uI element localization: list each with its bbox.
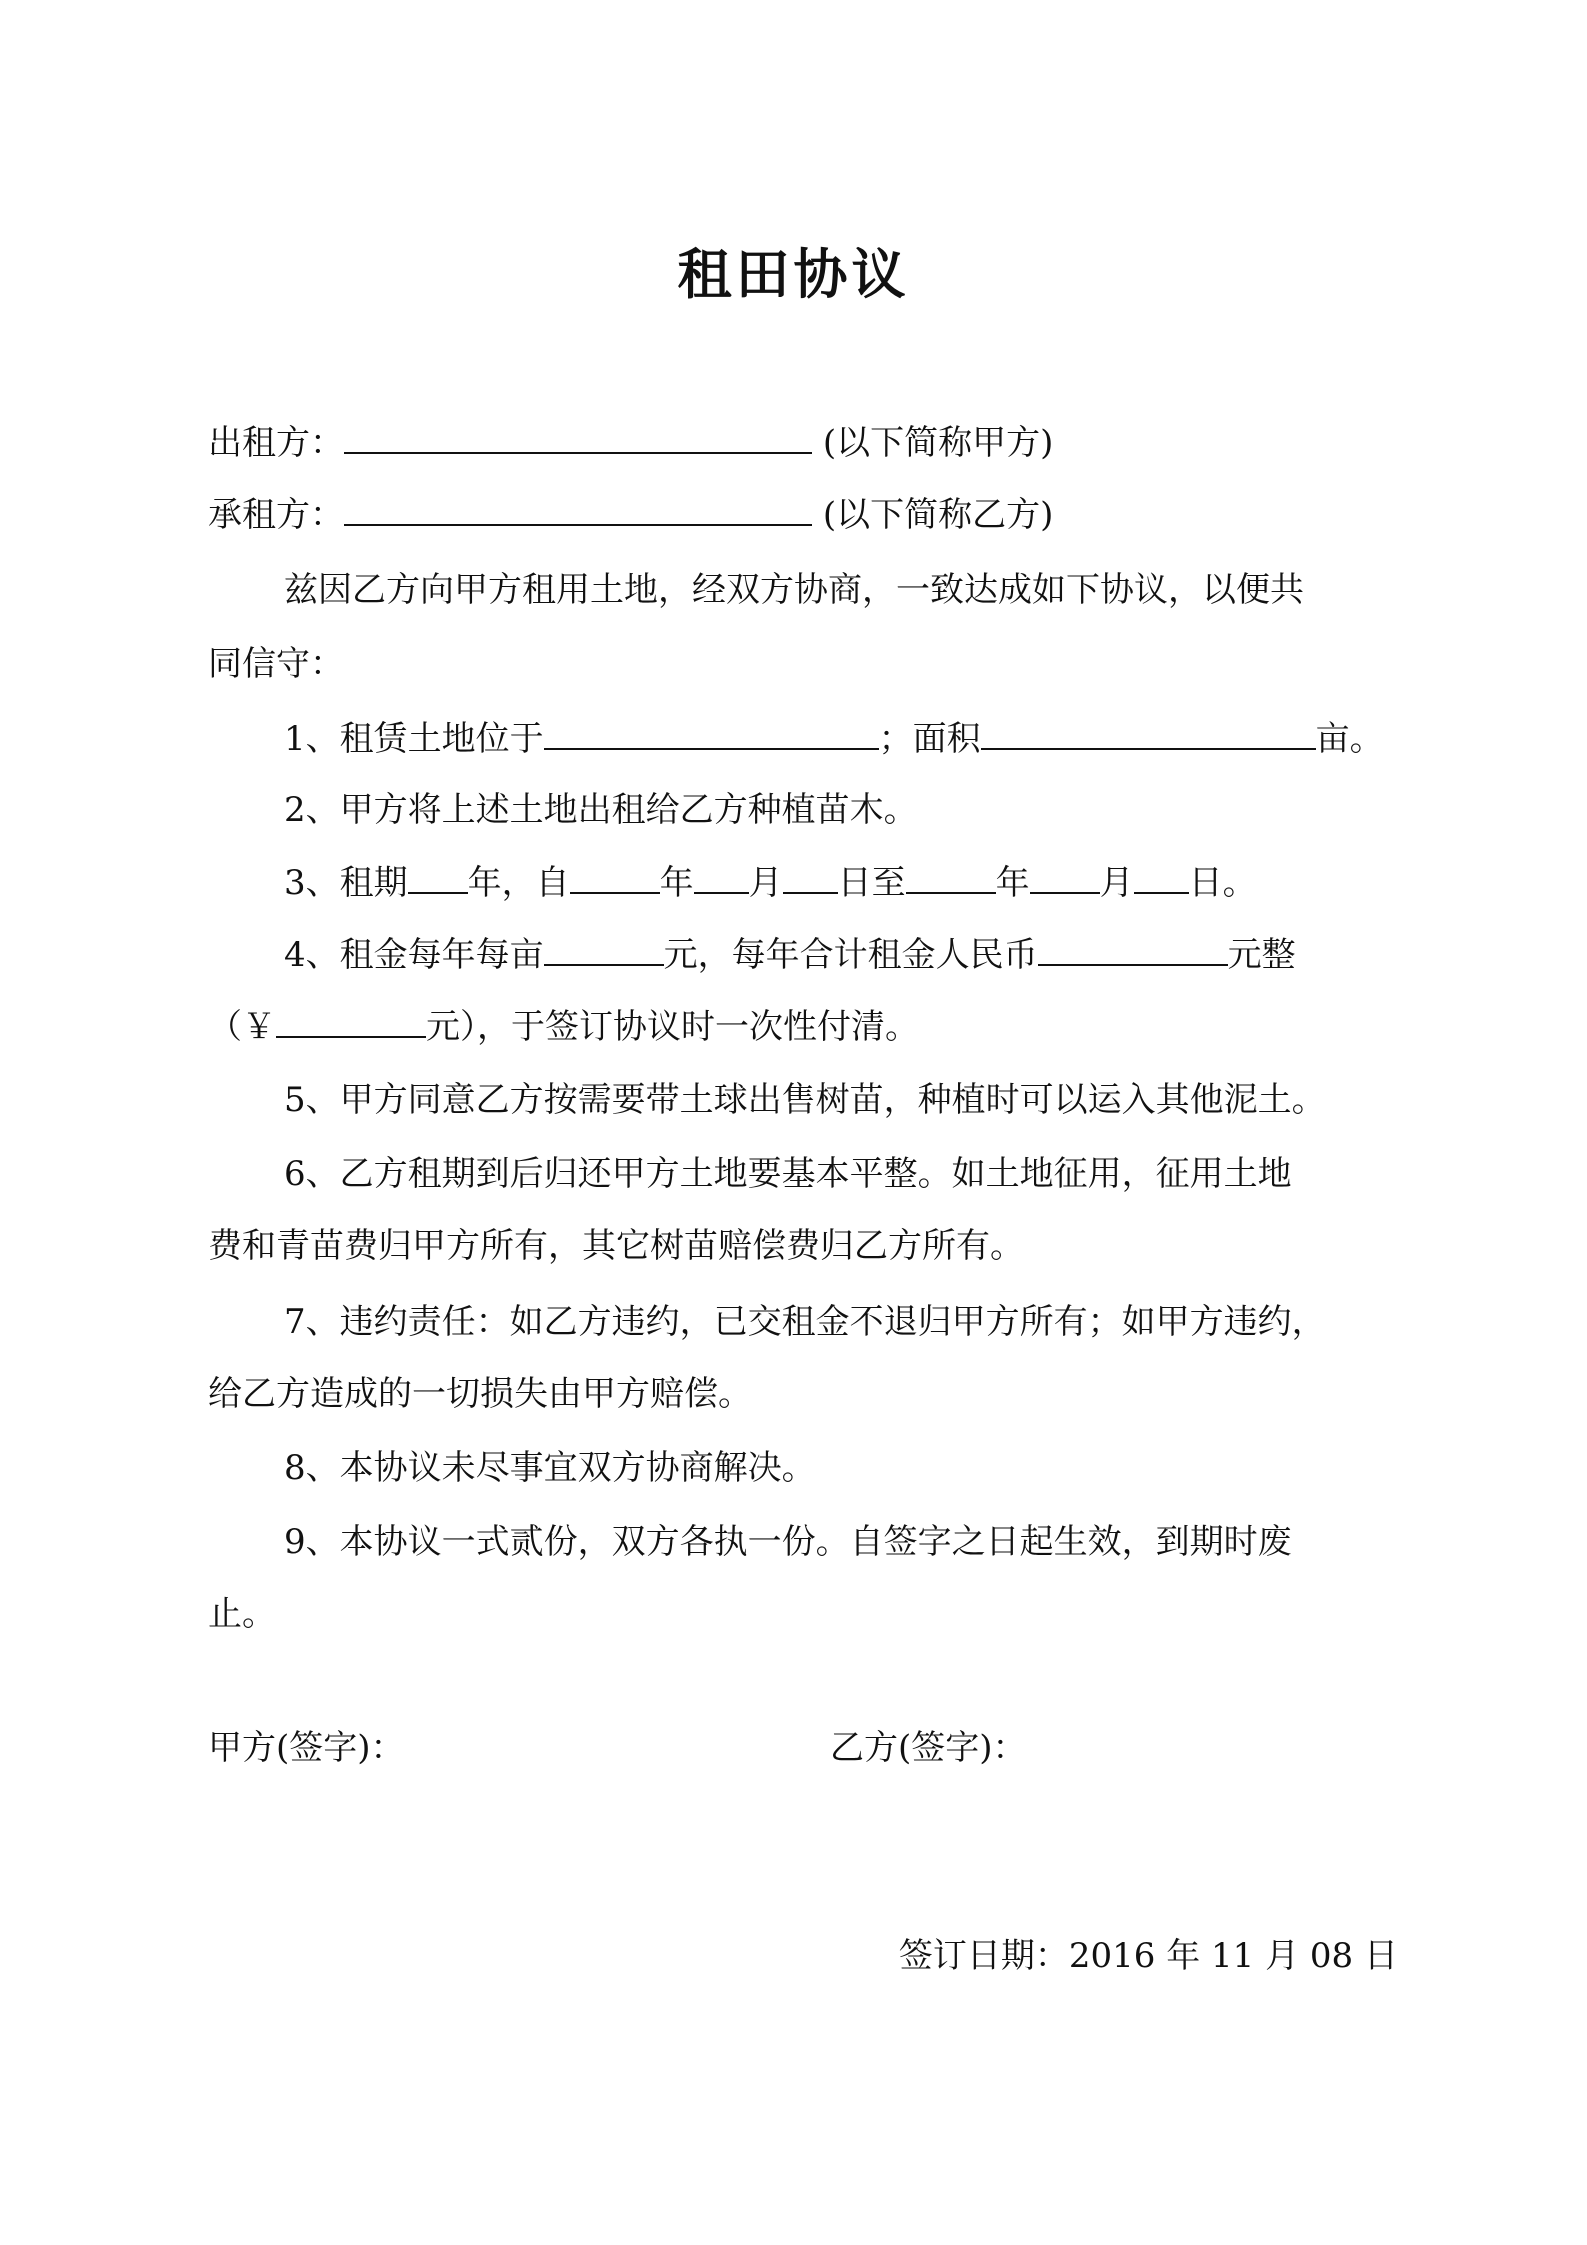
lessor-line [208,422,1398,463]
land-area-blank[interactable] [981,718,1316,750]
clause-5: 5、甲方同意乙方按需要带土球出售树苗，种植时可以运入其他泥土。 [284,1080,1326,1120]
clause-6-line-2: 费和青苗费归甲方所有，其它树苗赔偿费归乙方所有。 [208,1226,1024,1266]
start-year-blank[interactable] [570,862,660,894]
lessee-line [208,494,1398,535]
clause-9-line-1: 9、本协议一式贰份，双方各执一份。自签字之日起生效，到期时废 [284,1522,1292,1562]
party-b-signature-label: 乙方(签字)： [830,1728,1027,1768]
clause-3-text-e: 日至 [837,863,906,903]
clause-4-line-2 [208,1006,1398,1047]
lessor-name-blank[interactable] [344,422,812,454]
clause-3-text-g: 月 [1099,863,1134,903]
end-month-blank[interactable] [1030,862,1100,894]
clause-7-line-1: 7、违约责任：如乙方违约，已交租金不退归甲方所有；如甲方违约， [284,1302,1326,1342]
clause-4-text-c: 元整 [1227,935,1296,975]
clause-3-text-h: 日。 [1188,863,1257,903]
total-rent-blank[interactable] [1038,934,1228,966]
document-title: 租田协议 [677,242,910,306]
clause-3-text-a: 3、租期 [284,863,408,903]
clause-7-line-2: 给乙方造成的一切损失由甲方赔偿。 [208,1374,752,1414]
lessee-suffix: (以下简称乙方) [822,495,1054,535]
clause-2: 2、甲方将上述土地出租给乙方种植苗木。 [284,790,918,830]
clause-3-text-f: 年 [995,863,1030,903]
clause-1 [208,718,1474,759]
land-location-blank[interactable] [544,718,879,750]
rent-amount-figure-blank[interactable] [276,1006,426,1038]
start-day-blank[interactable] [783,862,838,894]
lessor-label: 出租方： [208,423,344,463]
party-a-signature-label: 甲方(签字)： [208,1728,405,1768]
end-day-blank[interactable] [1134,862,1189,894]
clause-4-text-d: （￥ [208,1007,276,1047]
clause-1-text-b: ；面积 [878,719,981,759]
end-year-blank[interactable] [906,862,996,894]
intro-line-2: 同信守： [208,644,344,684]
clause-4-text-a: 4、租金每年每亩 [284,935,544,975]
lessee-name-blank[interactable] [344,494,812,526]
clause-9-line-2: 止。 [208,1594,276,1634]
lessor-suffix: (以下简称甲方) [822,423,1054,463]
start-month-blank[interactable] [694,862,749,894]
clause-3 [208,862,1474,903]
lease-years-blank[interactable] [408,862,468,894]
clause-1-text-a: 1、租赁土地位于 [284,719,544,759]
clause-3-text-b: 年，自 [467,863,570,903]
intro-line-1: 兹因乙方向甲方租用土地，经双方协商，一致达成如下协议，以便共 [284,570,1304,610]
clause-8: 8、本协议未尽事宜双方协商解决。 [284,1448,816,1488]
clause-6-line-1: 6、乙方租期到后归还甲方土地要基本平整。如土地征用，征用土地 [284,1154,1292,1194]
clause-4-text-b: 元，每年合计租金人民币 [663,935,1038,975]
clause-4-line-1 [208,934,1474,975]
rent-per-mu-blank[interactable] [544,934,664,966]
clause-1-text-c: 亩。 [1315,719,1384,759]
clause-3-text-d: 月 [748,863,783,903]
clause-3-text-c: 年 [659,863,694,903]
lessee-label: 承租方： [208,495,344,535]
signing-date: 签订日期：2016 年 11 月 08 日 [898,1936,1398,1976]
clause-4-text-e: 元），于签订协议时一次性付清。 [426,1007,919,1047]
